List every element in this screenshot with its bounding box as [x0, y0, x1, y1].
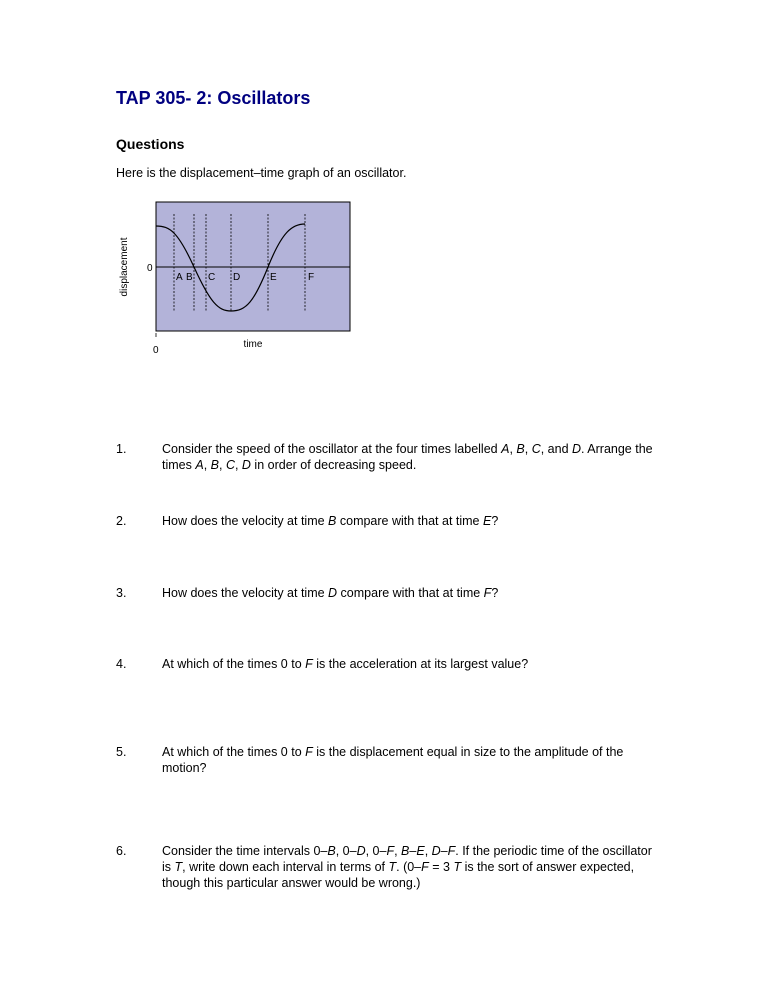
marker-label-f: F	[308, 272, 315, 283]
question-text: At which of the times 0 to F is the acceleration at its largest value?	[162, 657, 529, 671]
y-axis-label: displacement	[119, 237, 130, 297]
displacement-time-graph	[100, 190, 370, 360]
question-text: Consider the time intervals 0–B, 0–D, 0–F, B–E, D–F. If the periodic time of the oscillator is T, write down each interval in terms of T. (0–F = 3 T is the sort of answer expected, though this particular answer would be wrong.)	[162, 844, 652, 890]
question-text: How does the velocity at time B compare with that at time E?	[162, 514, 499, 528]
question-number: 1.	[116, 442, 127, 456]
question-number: 2.	[116, 514, 127, 528]
question-number: 4.	[116, 657, 127, 671]
question-text: At which of the times 0 to F is the displacement equal in size to the amplitude of the motion?	[162, 745, 624, 775]
marker-label-d: D	[233, 272, 241, 283]
question-text: How does the velocity at time D compare with that at time F?	[162, 586, 499, 600]
marker-label-a: A	[176, 272, 183, 283]
page-title: TAP 305- 2: Oscillators	[116, 88, 311, 108]
section-heading: Questions	[116, 136, 185, 152]
y-zero-label: 0	[147, 263, 153, 274]
x-zero-label: 0	[153, 345, 159, 356]
intro-text: Here is the displacement–time graph of an oscillator.	[116, 166, 407, 180]
question-number: 3.	[116, 586, 127, 600]
question-number: 6.	[116, 844, 127, 858]
marker-label-e: E	[270, 272, 277, 283]
x-axis-label: time	[243, 339, 263, 350]
marker-label-c: C	[208, 272, 216, 283]
question-text: Consider the speed of the oscillator at the four times labelled A, B, C, and D. Arrange the times A, B, C, D in order of decreasing speed.	[162, 442, 653, 472]
question-number: 5.	[116, 745, 127, 759]
marker-label-b: B	[186, 272, 193, 283]
